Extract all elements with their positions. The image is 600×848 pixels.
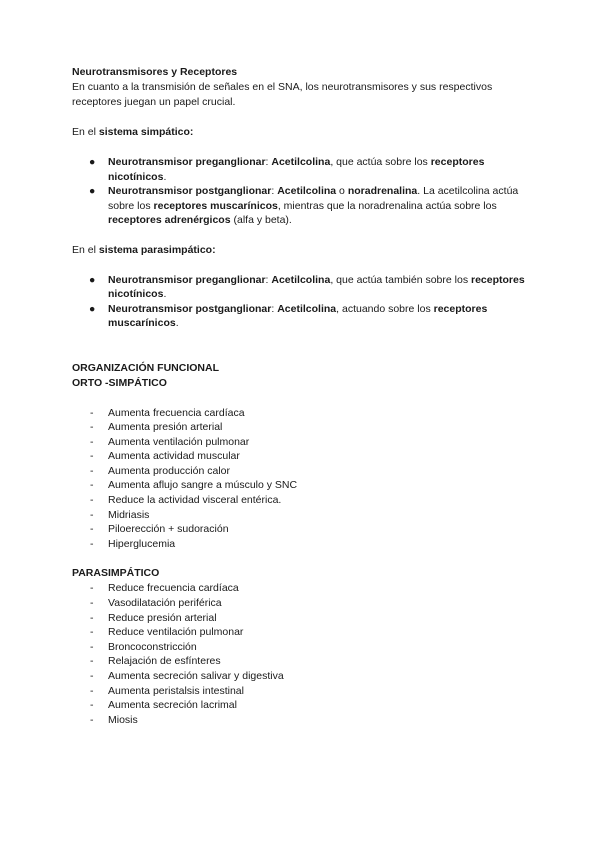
list-item-text: Aumenta ventilación pulmonar: [108, 435, 250, 448]
dash-bullet-icon: -: [90, 464, 94, 477]
list-item: [72, 493, 532, 508]
list-item: [72, 684, 532, 699]
bullet-icon: ●: [89, 185, 96, 197]
dash-bullet-icon: -: [90, 494, 94, 507]
list-item-text: Broncoconstricción: [108, 640, 197, 653]
dash-bullet-icon: -: [90, 435, 94, 448]
list-item: [72, 508, 532, 523]
bullet-icon: ●: [89, 156, 96, 168]
list-item-text: Reduce la actividad visceral entérica.: [108, 494, 282, 507]
list-item-text: Aumenta actividad muscular: [108, 450, 240, 463]
list-item: [72, 464, 532, 479]
list-item-text: Reduce frecuencia cardíaca: [108, 582, 239, 595]
list-item-text: Aumenta secreción lacrimal: [108, 699, 237, 712]
dash-bullet-icon: -: [90, 523, 94, 536]
list-item: ● Neurotransmisor preganglionar: Acetilcolina, que actúa también sobre los receptores nicotínicos.: [89, 273, 525, 300]
list-item: [72, 596, 532, 611]
dash-bullet-icon: -: [90, 684, 94, 697]
simpatico-lead: En el sistema simpático:: [72, 126, 194, 138]
dash-bullet-icon: -: [90, 508, 94, 521]
list-item-text: Aumenta aflujo sangre a músculo y SNC: [108, 479, 298, 492]
dash-bullet-icon: -: [90, 626, 94, 639]
list-item: [72, 654, 532, 669]
document-title: Neurotransmisores y Receptores: [72, 66, 238, 78]
list-item: [72, 478, 532, 493]
list-item-text: Aumenta frecuencia cardíaca: [108, 406, 245, 419]
org-heading: ORGANIZACIÓN FUNCIONAL: [72, 361, 219, 374]
dash-bullet-icon: -: [90, 640, 94, 653]
list-item-text: Hiperglucemia: [108, 537, 176, 550]
list-item: [72, 435, 532, 450]
simpatico-list: [72, 155, 532, 228]
dash-bullet-icon: -: [90, 421, 94, 434]
list-item: [72, 640, 532, 655]
dash-bullet-icon: -: [90, 670, 94, 682]
para-heading: PARASIMPÁTICO: [72, 567, 160, 580]
list-item-text: Reduce ventilación pulmonar: [108, 626, 244, 639]
parasimpatico-list: [72, 273, 532, 331]
list-item: [72, 537, 532, 552]
dash-bullet-icon: -: [90, 655, 94, 668]
list-item: [72, 522, 532, 537]
list-item-text: Aumenta presión arterial: [108, 421, 223, 434]
list-item: [72, 625, 532, 640]
dash-bullet-icon: -: [90, 713, 94, 726]
dash-bullet-icon: -: [90, 582, 94, 595]
dash-bullet-icon: -: [90, 699, 94, 712]
list-item-text: Vasodilatación periférica: [108, 597, 222, 610]
list-item-text: Piloerección + sudoración: [108, 523, 229, 536]
dash-bullet-icon: -: [90, 537, 94, 550]
list-item-text: Reduce presión arterial: [108, 611, 217, 624]
dash-bullet-icon: -: [90, 450, 94, 463]
list-item: [72, 669, 532, 684]
intro-paragraph: En cuanto a la transmisión de señales en el SNA, los neurotransmisores y sus respectivos receptores juegan un papel crucial.: [72, 81, 493, 108]
document-page: [72, 65, 532, 727]
dash-bullet-icon: -: [90, 406, 94, 419]
list-item-text: Miosis: [108, 713, 138, 726]
list-item-text: Relajación de esfínteres: [108, 655, 221, 668]
list-item: [72, 698, 532, 713]
list-item: [72, 611, 532, 626]
list-item: [72, 449, 532, 464]
dash-bullet-icon: -: [90, 611, 94, 624]
list-item: [72, 406, 532, 421]
orto-heading: ORTO -SIMPÁTICO: [72, 376, 167, 389]
bullet-icon: ●: [89, 302, 96, 315]
list-item-text: Aumenta producción calor: [108, 464, 230, 477]
list-item: ● Neurotransmisor postganglionar: Acetilcolina o noradrenalina. La acetilcolina actúa sobre los receptores muscarínicos, mientras que la noradrenalina actúa sobre los receptores adrenérgicos (alfa y beta).: [89, 185, 519, 226]
list-item: [72, 581, 532, 596]
dash-bullet-icon: -: [90, 597, 94, 610]
list-item-text: Aumenta peristalsis intestinal: [108, 684, 244, 697]
list-item: [72, 420, 532, 435]
list-item: [72, 713, 532, 728]
dash-bullet-icon: -: [90, 479, 94, 492]
list-item: ● Neurotransmisor preganglionar: Acetilcolina, que actúa sobre los receptores nicotínicos.: [89, 156, 485, 183]
list-item-text: Aumenta secreción salivar y digestiva: [108, 670, 284, 682]
para-list: [72, 581, 532, 727]
bullet-icon: ●: [89, 273, 96, 286]
list-item-text: Midriasis: [108, 508, 150, 521]
parasimpatico-lead: En el sistema parasimpático:: [72, 243, 216, 256]
orto-list: [72, 406, 532, 552]
list-item: ● Neurotransmisor postganglionar: Acetilcolina, actuando sobre los receptores muscarínicos.: [89, 302, 488, 329]
